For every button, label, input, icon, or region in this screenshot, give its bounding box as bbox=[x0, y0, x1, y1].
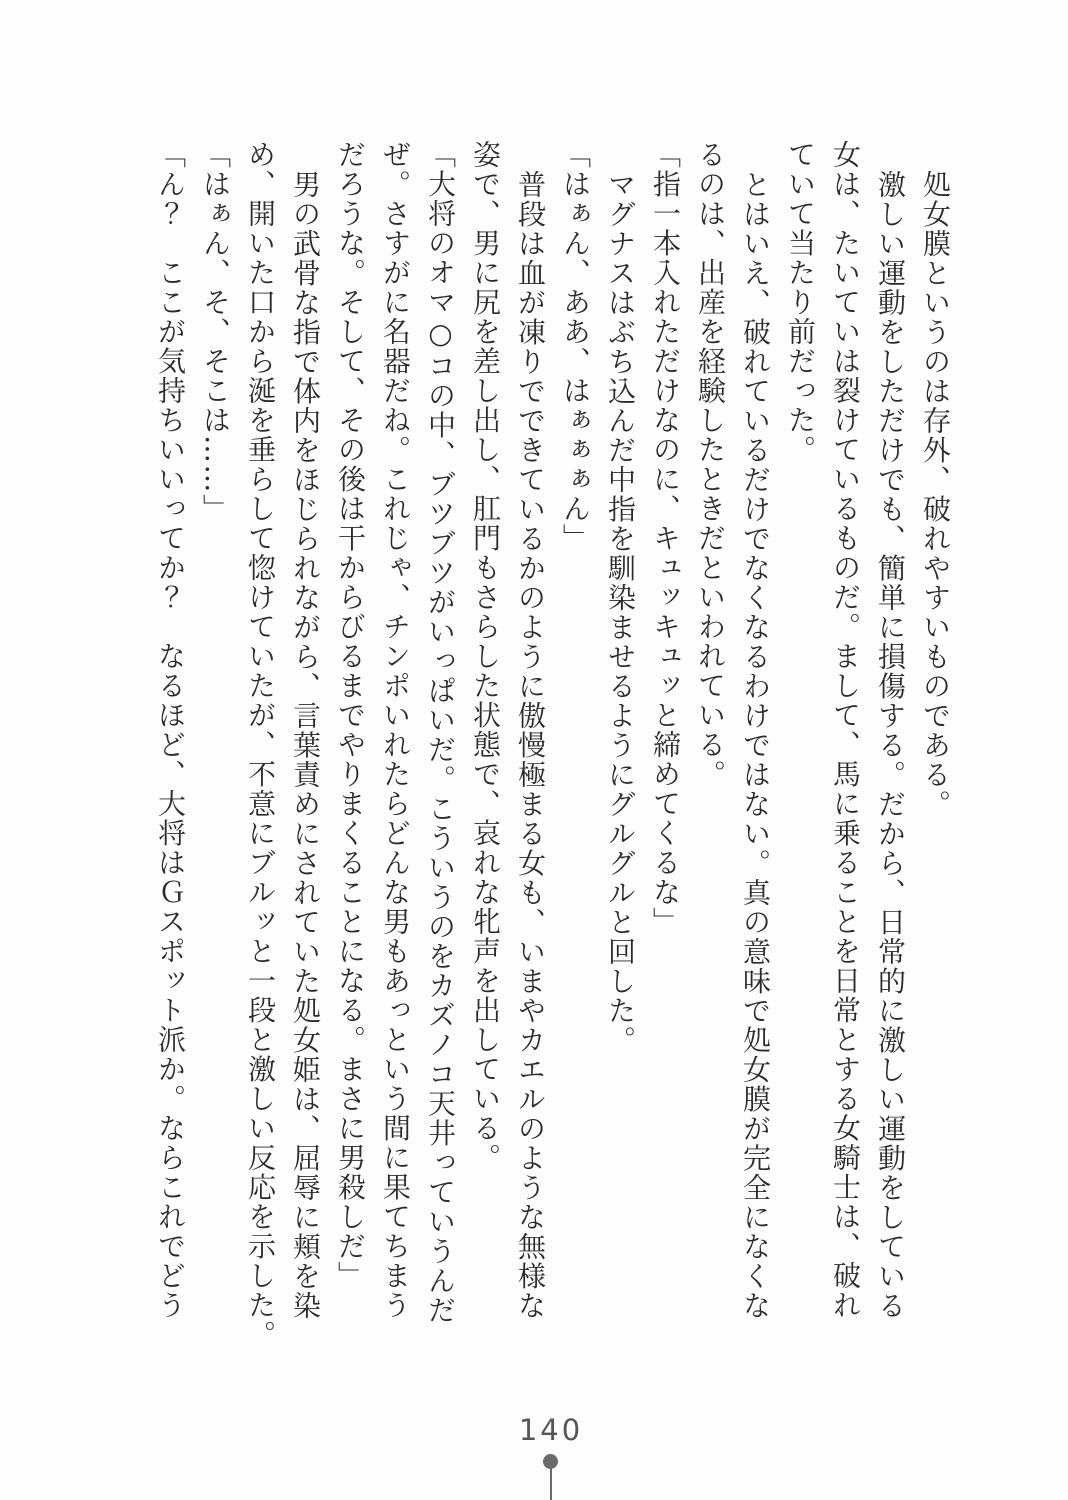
text-line: マグナスはぶち込んだ中指を馴染ませるようにグルグルと回した。 bbox=[604, 170, 637, 1055]
text-line: 普段は血が凍りでできているかのように傲慢極まる女も、いまやカエルのような無様な bbox=[514, 170, 547, 1321]
text-line: 処女膜というのは存外、破れやすいものである。 bbox=[919, 170, 952, 819]
text-line: 姿で、男に尻を差し出し、肛門もさらした状態で、哀れな牝声を出している。 bbox=[469, 140, 502, 1173]
text-line: ていて当たり前だった。 bbox=[784, 140, 817, 465]
text-line: 「大将のオマ○コの中、ブツブツがいっぱいだ。こういうのをカズノコ天井っていうんだ bbox=[424, 140, 457, 1325]
text-line: め、開いた口から涎を垂らして惚けていたが、不意にブルッと一段と激しい反応を示した。 bbox=[244, 140, 277, 1350]
text-line: 女は、たいていは裂けているものだ。まして、馬に乗ることを日常とする女騎士は、破れ bbox=[829, 140, 862, 1320]
text-line: だろうな。そして、その後は干からびるまでやりまくることになる。まさに男殺しだ」 bbox=[334, 140, 367, 1291]
body-text bbox=[148, 140, 958, 1358]
text-line: 男の武骨な指で体内をほじられながら、言葉責めにされていた処女姫は、屈辱に頬を染 bbox=[289, 170, 322, 1321]
footer-ornament-line bbox=[550, 1461, 552, 1500]
page-number: 140 bbox=[518, 1413, 584, 1447]
text-line: 「はぁん、そ、そこは……」 bbox=[199, 140, 232, 524]
text-line: ぜ。さすがに名器だね。これじゃ、チンポいれたらどんな男もあっという間に果てちまう bbox=[379, 140, 412, 1320]
text-line: 「指一本入れただけなのに、キュッキュッと締めてくるな」 bbox=[649, 140, 682, 937]
text-line: 「ん？ ここが気持ちいいってか？ なるほど、大将はＧスポット派か。ならこれでどう bbox=[154, 140, 187, 1320]
text-line: るのは、出産を経験したときだといわれている。 bbox=[694, 140, 727, 789]
text-line: とはいえ、破れているだけでなくなるわけではない。真の意味で処女膜が完全になくな bbox=[739, 170, 772, 1321]
text-line: 「はぁん、ああ、はぁぁぁん」 bbox=[559, 140, 592, 553]
text-line: 激しい運動をしただけでも、簡単に損傷する。だから、日常的に激しい運動をしている bbox=[874, 170, 907, 1321]
